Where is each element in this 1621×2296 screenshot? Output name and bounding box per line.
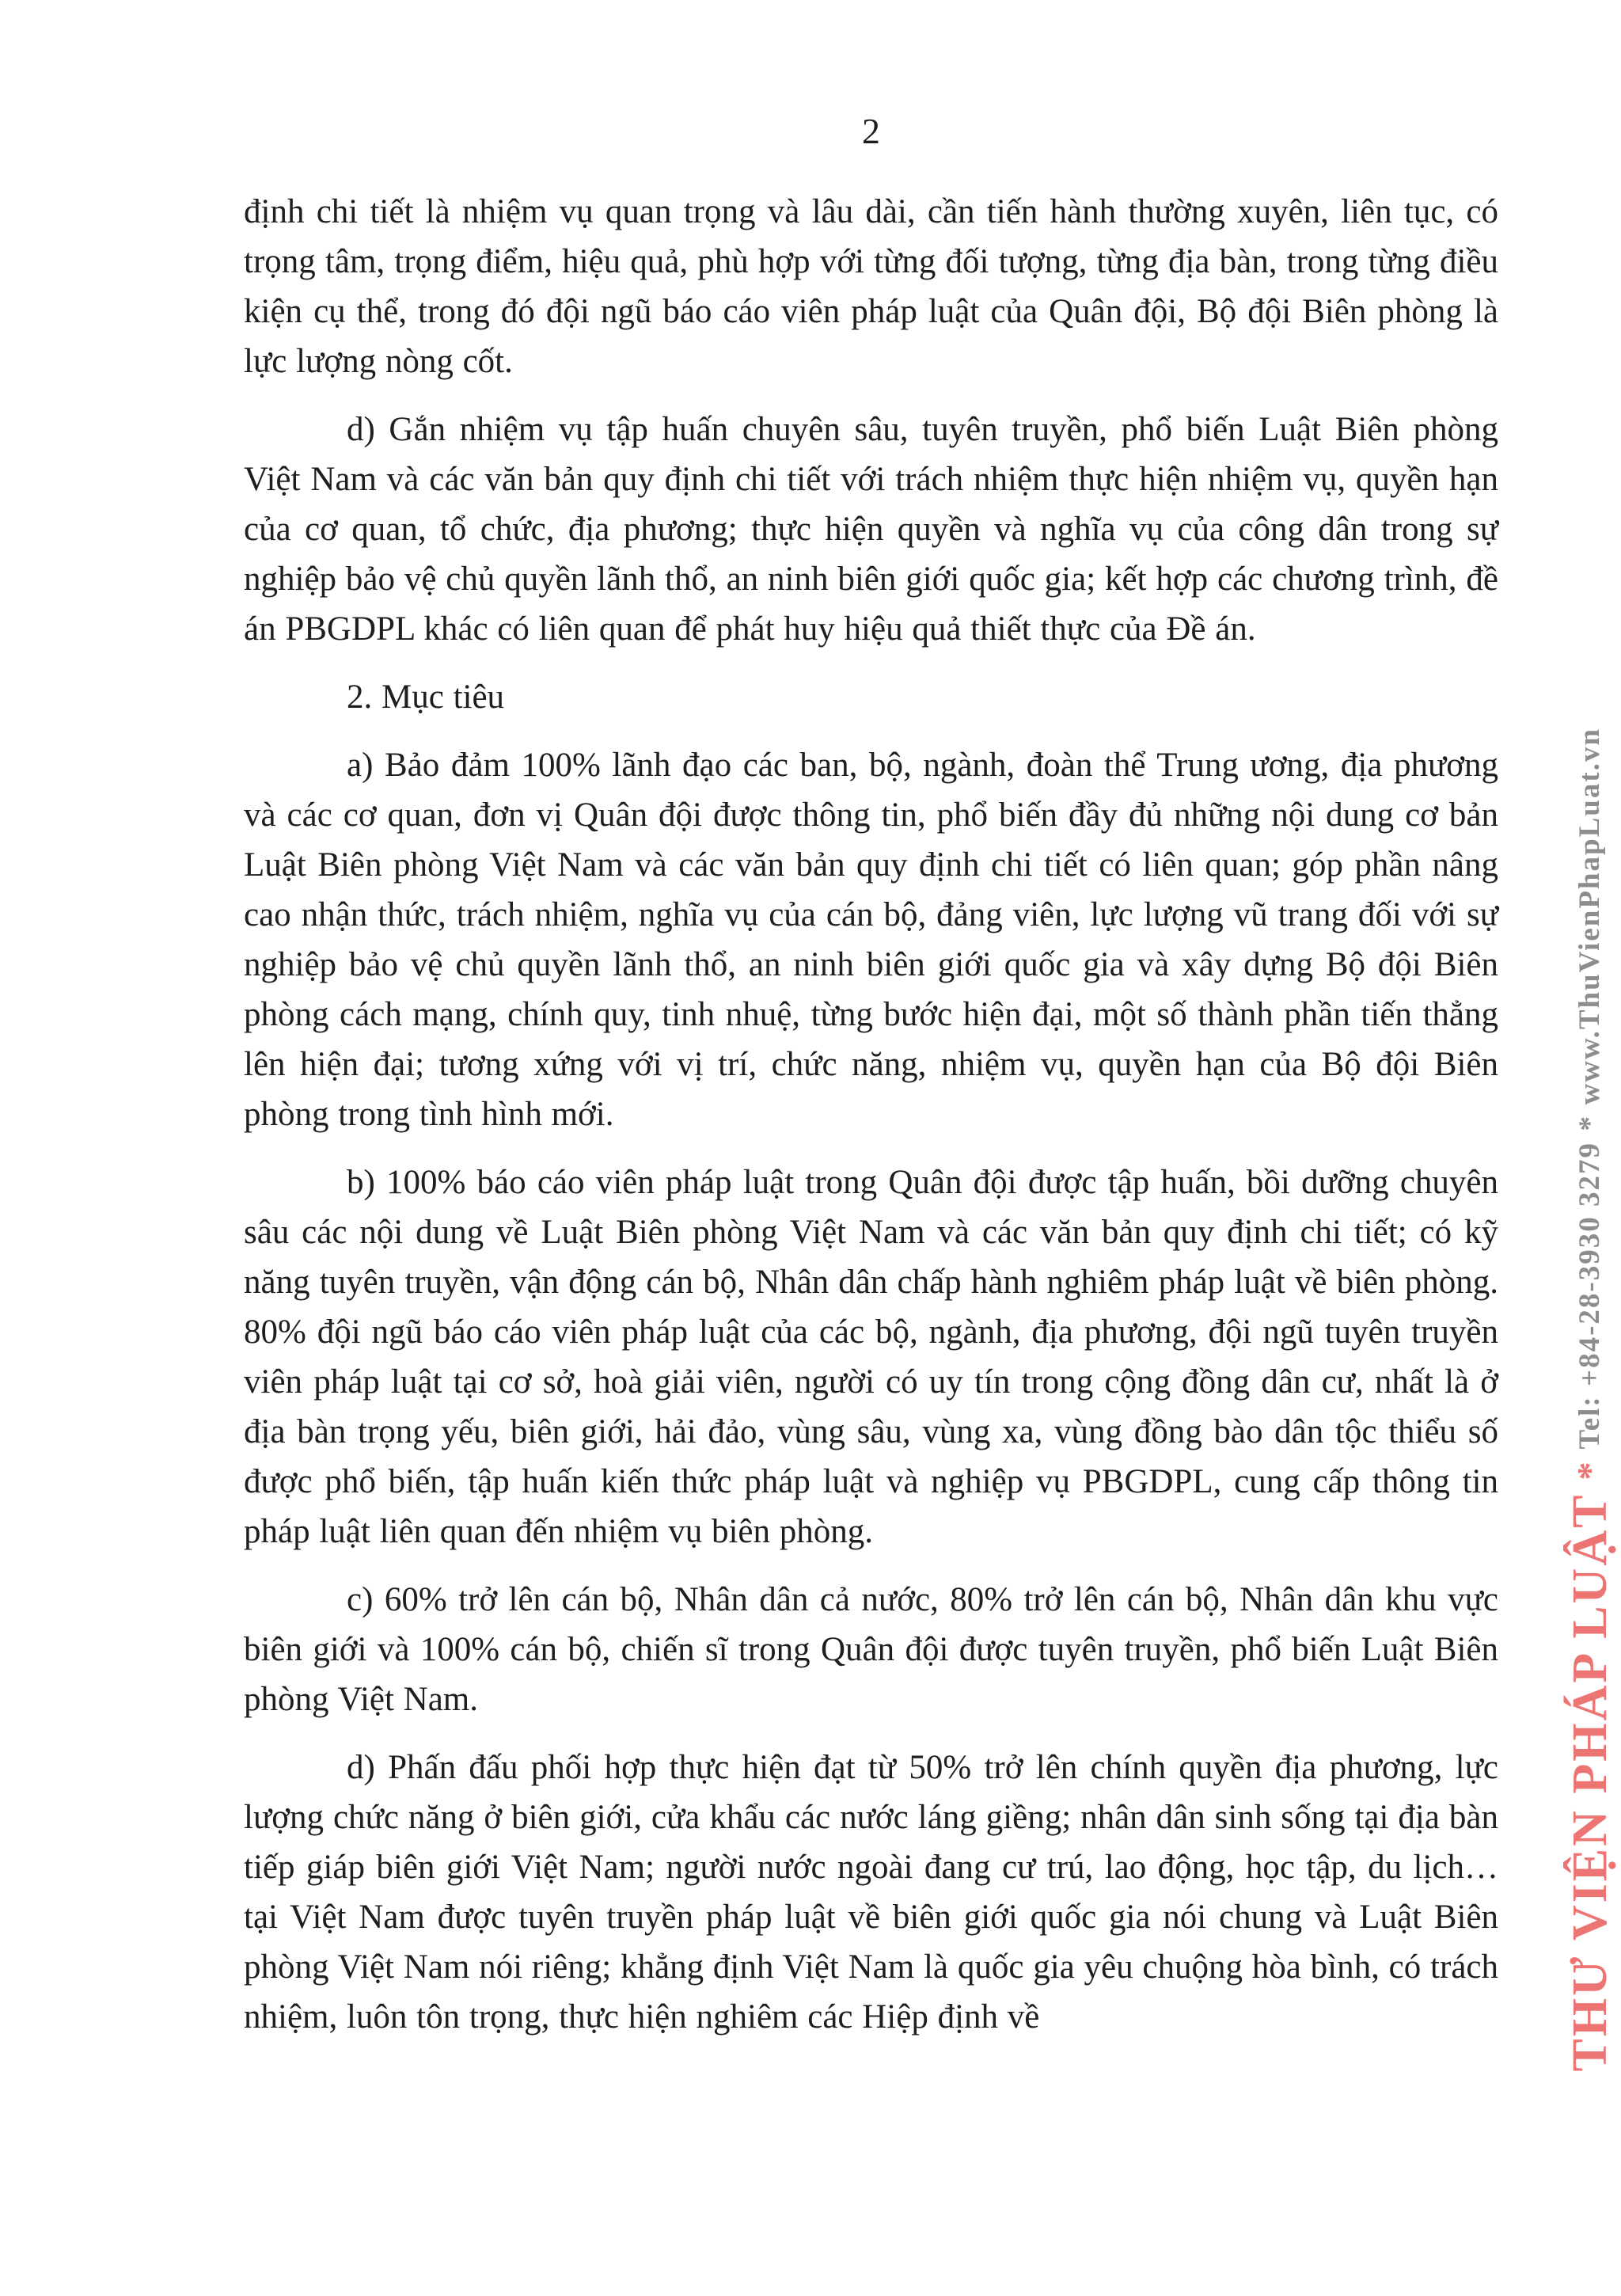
paragraph-item-c: c) 60% trở lên cán bộ, Nhân dân cả nước, 80% trở lên cán bộ, Nhân dân khu vực biên giới và 100% cán bộ, chiến sĩ trong Quân đội được tuyên truyền, phổ biến Luật Biên phòng Việt Nam. [244, 1581, 1498, 1718]
paragraph-item-d: d) Gắn nhiệm vụ tập huấn chuyên sâu, tuyên truyền, phổ biến Luật Biên phòng Việt Nam và các văn bản quy định chi tiết với trách nhiệm thực hiện nhiệm vụ, quyền hạn của cơ quan, tổ chức, địa phương; thực hiện quyền và nghĩa vụ của công dân trong sự nghiệp bảo vệ chủ quyền lãnh thổ, an ninh biên giới quốc gia; kết hợp các chương trình, đề án PBGDPL khác có liên quan để phát huy hiệu quả thiết thực của Đề án. [244, 411, 1498, 648]
section-heading: 2. Mục tiêu [347, 679, 505, 716]
page-number: 2 [862, 111, 880, 151]
paragraph-continuation: định chi tiết là nhiệm vụ quan trọng và lâu dài, cần tiến hành thường xuyên, liên tục, có trọng tâm, trọng điểm, hiệu quả, phù hợp với từng đối tượng, từng địa bàn, trong từng điều kiện cụ thể, trong đó đội ngũ báo cáo viên pháp luật của Quân đội, Bộ đội Biên phòng là lực lượng nòng cốt. [244, 193, 1498, 380]
document-body [244, 187, 1498, 2060]
watermark-separator-icon: * [1570, 1462, 1610, 1481]
watermark-brand-text: THƯ VIỆN PHÁP LUẬT [1563, 1492, 1617, 2071]
watermark-website: www.ThuVienPhapLuat.vn [1574, 727, 1606, 1105]
paragraph-item-d2: d) Phấn đấu phối hợp thực hiện đạt từ 50% trở lên chính quyền địa phương, lực lượng chức năng ở biên giới, cửa khẩu các nước láng giềng; nhân dân sinh sống tại địa bàn tiếp giáp biên giới Việt Nam; người nước ngoài đang cư trú, lao động, học tập, du lịch… tại Việt Nam được tuyên truyền pháp luật về biên giới quốc gia nói chung và Luật Biên phòng Việt Nam nói riêng; khẳng định Việt Nam là quốc gia yêu chuộng hòa bình, có trách nhiệm, luôn tôn trọng, thực hiện nghiêm các Hiệp định về [244, 1749, 1498, 2036]
paragraph-item-b: b) 100% báo cáo viên pháp luật trong Quân đội được tập huấn, bồi dưỡng chuyên sâu các nội dung về Luật Biên phòng Việt Nam và các văn bản quy định chi tiết; có kỹ năng tuyên truyền, vận động cán bộ, Nhân dân chấp hành nghiêm pháp luật về biên phòng. 80% đội ngũ báo cáo viên pháp luật của các bộ, ngành, địa phương, đội ngũ tuyên truyền viên pháp luật tại cơ sở, hoà giải viên, người có uy tín trong cộng đồng dân cư, nhất là ở địa bàn trọng yếu, biên giới, hải đảo, vùng sâu, vùng xa, vùng đồng bào dân tộc thiểu số được phổ biến, tập huấn kiến thức pháp luật và nghiệp vụ PBGDPL, cung cấp thông tin pháp luật liên quan đến nhiệm vụ biên phòng. [244, 1164, 1498, 1550]
watermark-sidebar [1563, 727, 1617, 2071]
watermark-phone: Tel: +84-28-3930 3279 [1574, 1141, 1606, 1450]
watermark-separator-icon: * [1574, 1116, 1606, 1131]
paragraph-item-a: a) Bảo đảm 100% lãnh đạo các ban, bộ, ngành, đoàn thể Trung ương, địa phương và các cơ quan, đơn vị Quân đội được thông tin, phổ biến đầy đủ những nội dung cơ bản Luật Biên phòng Việt Nam và các văn bản quy định chi tiết có liên quan; góp phần nâng cao nhận thức, trách nhiệm, nghĩa vụ của cán bộ, đảng viên, lực lượng vũ trang đối với sự nghiệp bảo vệ chủ quyền lãnh thổ, an ninh biên giới quốc gia và xây dựng Bộ đội Biên phòng cách mạng, chính quy, tinh nhuệ, từng bước hiện đại, một số thành phần tiến thẳng lên hiện đại; tương xứng với vị trí, chức năng, nhiệm vụ, quyền hạn của Bộ đội Biên phòng trong tình hình mới. [244, 747, 1498, 1133]
